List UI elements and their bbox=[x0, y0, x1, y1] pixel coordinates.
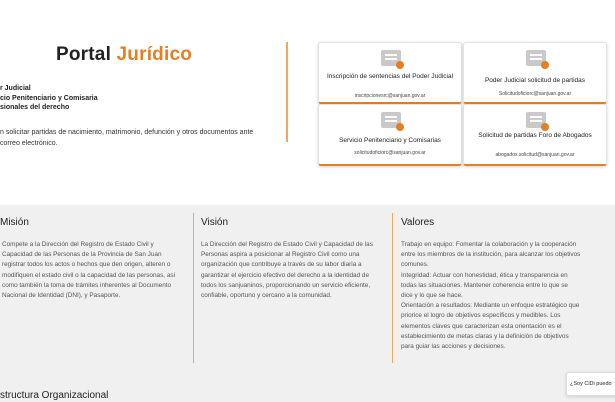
card-email[interactable]: Solicitudoficiorc@sanjuan.gov.ar bbox=[498, 91, 572, 97]
card-title: Servicio Penitenciario y Comisarias bbox=[339, 137, 441, 144]
info-section bbox=[0, 205, 615, 402]
column-divider bbox=[392, 213, 393, 363]
brand-part-juridico: Jurídico bbox=[116, 44, 193, 65]
intro-line: cio Penitenciario y Comisaria bbox=[0, 94, 98, 102]
intro-list bbox=[0, 84, 98, 113]
valores-item: Orientación a resultados: Mediante un enfoque estratégico que priorice el logro de objetivos específicos y medibles. Los elementos claves que caracterizan esta orientación es el establecimiento de metas claras y la definición de objetivos para guiar las acciones y decisiones. bbox=[401, 302, 580, 351]
intro-line: sionales del derecho bbox=[0, 104, 70, 111]
card-inscripcion-sentencias[interactable] bbox=[318, 42, 462, 104]
column-divider bbox=[193, 213, 194, 363]
card-servicio-penitenciario[interactable] bbox=[318, 104, 462, 166]
brand-part-portal: Portal bbox=[56, 44, 112, 65]
valores-title: Valores bbox=[401, 217, 435, 228]
valores-item: Integridad: Actuar con honestidad, ética y transparencia en todas las situaciones. Mantener coherencia entre lo que se dice y lo que se hace. bbox=[401, 271, 568, 300]
estructura-heading: structura Organizacional bbox=[0, 390, 109, 401]
vision-text: La Dirección del Registro de Estado Civil y Capacidad de las Personas aspira a posicionar al Registro Civil como una organización que contribuye a través de su labor diaria a garantizar el ejercicio efectivo del derecho a la identidad de todos los sanjuaninos, proporcionando un servicio eficiente, confiable, oportuno y cercano a la comunidad. bbox=[201, 241, 373, 300]
card-email[interactable]: abogados.solicitud@sanjuan.gov.ar bbox=[495, 152, 575, 158]
valores-column bbox=[401, 217, 581, 352]
document-icon bbox=[526, 50, 546, 66]
chat-bubble[interactable]: ¿Soy CiDi puedo bbox=[566, 372, 615, 396]
card-email[interactable]: solicitudoficiorc@sanjuan.gov.ar bbox=[354, 150, 426, 156]
document-icon bbox=[381, 50, 401, 66]
card-poder-judicial-partidas[interactable] bbox=[463, 42, 607, 104]
card-foro-abogados[interactable] bbox=[463, 104, 607, 166]
document-icon bbox=[526, 112, 546, 128]
document-icon bbox=[381, 112, 401, 128]
mision-column bbox=[0, 217, 185, 301]
intro-line: r Judicial bbox=[0, 85, 31, 92]
card-title: Inscripción de sentencias del Poder Judicial bbox=[326, 73, 454, 80]
vision-title: Visión bbox=[201, 217, 229, 228]
card-title: Solicitud de partidas Foro de Abogados bbox=[478, 132, 592, 139]
mision-text: Compete a la Dirección del Registro de Estado Civil y Capacidad de las Personas de la Provincia de San Juan registrar todos los actos o hechos que den origen, alteren o modifiquen el estado civil o la capacidad de las personas, así como también la toma de trámites inherentes al Documento Nacional de Identidad (DNI), y Pasaporte. bbox=[2, 241, 176, 300]
valores-item: Trabajo en equipo: Fomentar la colaboración y la cooperación entre los miembros de la institución, para alcanzar los objetivos comunes. bbox=[401, 241, 581, 269]
intro-description: n solicitar partidas de nacimiento, matrimonio, defunción y otros documentos ante correo electrónico. bbox=[0, 129, 254, 147]
card-email[interactable]: inscripcionesrc@sanjuan.gov.ar bbox=[354, 93, 426, 99]
vision-column bbox=[201, 217, 381, 301]
mision-title: Misión bbox=[0, 217, 29, 228]
portal-brand-title bbox=[56, 44, 192, 66]
divider-line bbox=[286, 42, 288, 142]
card-title: Poder Judicial solicitud de partidas bbox=[484, 77, 586, 84]
